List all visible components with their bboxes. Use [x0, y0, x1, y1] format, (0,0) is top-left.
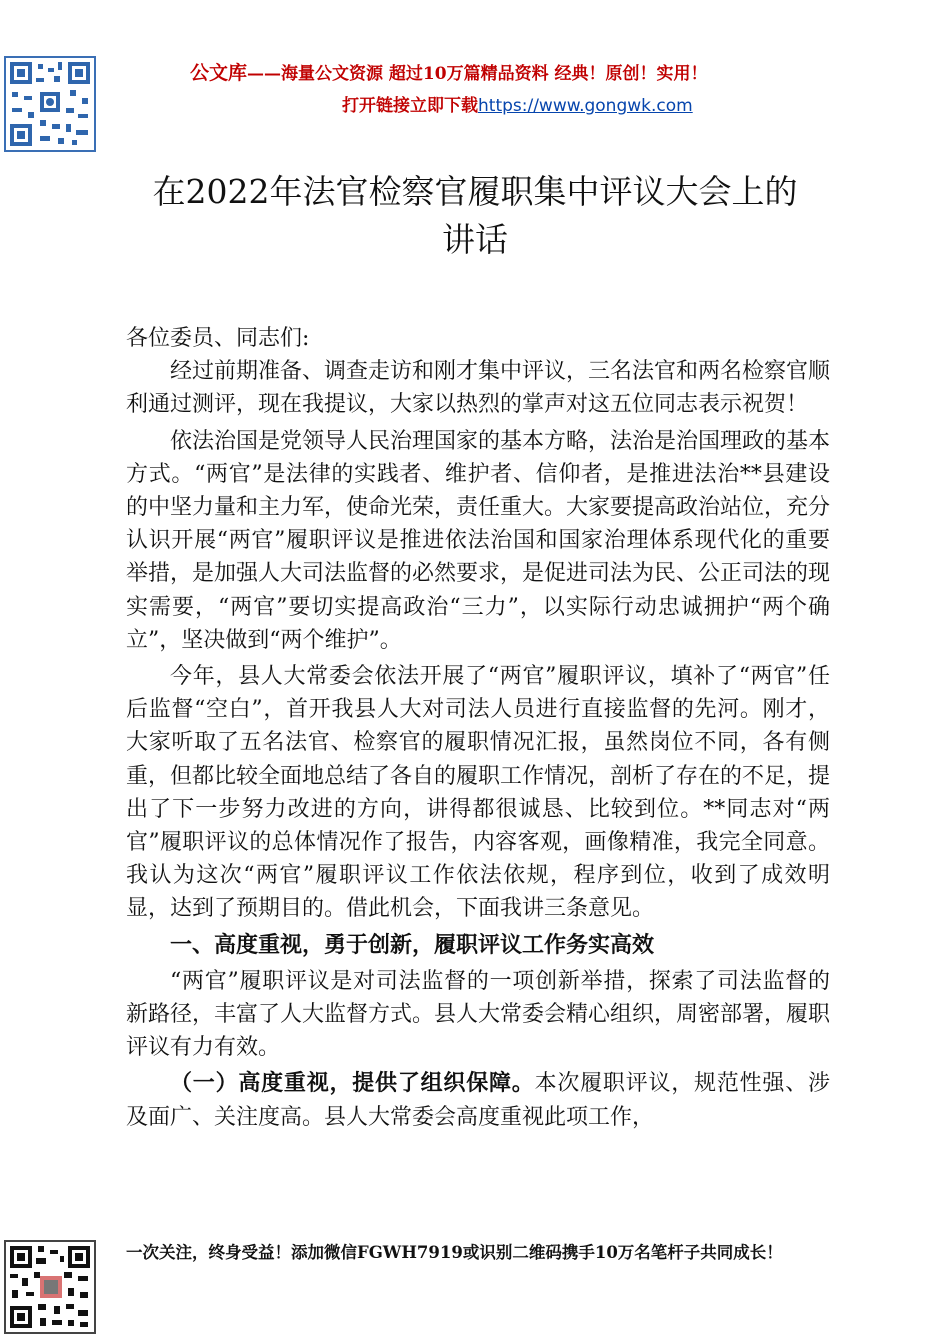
qr-code-top[interactable]	[4, 56, 96, 152]
title-line-2: 讲话	[442, 220, 508, 259]
download-link[interactable]: https://www.gongwk.com	[478, 96, 693, 116]
qr-code-icon	[6, 58, 94, 150]
document-title	[110, 168, 840, 264]
salutation: 各位委员、同志们:	[126, 326, 310, 351]
paragraph-5-text: 本次履职评议，规范性强、涉及面广、关注度高。县人大常委会高度重视此项工作，	[126, 1071, 830, 1130]
section-heading-1: 一、高度重视，勇于创新，履职评议工作务实高效	[170, 931, 655, 958]
download-line	[342, 91, 910, 116]
document-body	[126, 322, 830, 1134]
paragraph-1: 经过前期准备、调查走访和刚才集中评议，三名法官和两名检察官顺利通过测评，现在我提议，大家以热烈的掌声对这五位同志表示祝贺！	[126, 359, 831, 418]
paragraph-2: 依法治国是党领导人民治理国家的基本方略，法治是治国理政的基本方式。“两官”是法律的实践者、维护者、信仰者，是推进法治**县建设的中坚力量和主力军，使命光荣，责任重大。大家要提高政治站位，充分认识开展“两官”履职评议是推进依法治国和国家治理体系现代化的重要举措，是加强人大司法监督的必然要求，是促进司法为民、公正司法的现实需要，“两官”要切实提高政治“三力”，以实际行动忠诚拥护“两个确立”，坚决做到“两个维护”。	[126, 428, 831, 653]
paragraph-4: “两官”履职评议是对司法监督的一项创新举措，探索了司法监督的新路径，丰富了人大监督方式。县人大常委会精心组织，周密部署，履职评议有力有效。	[126, 968, 831, 1061]
qr-code-icon	[6, 1242, 94, 1332]
brand-name: 公文库	[190, 62, 248, 84]
paragraph-5	[126, 1067, 830, 1133]
download-text: 打开链接立即下载	[342, 96, 478, 116]
site-banner	[190, 58, 910, 116]
paragraph-3: 今年，县人大常委会依法开展了“两官”履职评议，填补了“两官”任后监督“空白”，首开我县人大对司法人员进行直接监督的先河。刚才，大家听取了五名法官、检察官的履职情况汇报，虽然岗位不同，各有侧重，但都比较全面地总结了各自的履职工作情况，剖析了存在的不足，提出了下一步努力改进的方向，讲得都很诚恳、比较到位。**同志对“两官”履职评议的总体情况作了报告，内容客观，画像精准，我完全同意。我认为这次“两官”履职评议工作依法依规，程序到位，收到了成效明显，达到了预期目的。借此机会，下面我讲三条意见。	[126, 664, 831, 922]
banner-line	[190, 58, 910, 85]
subheading-1: （一）高度重视，提供了组织保障。	[170, 1070, 535, 1097]
banner-tagline: ——海量公文资源 超过10万篇精品资料 经典！原创！实用！	[247, 64, 708, 84]
footer-promo: 一次关注，终身受益！添加微信FGWH7919或识别二维码携手10万名笔杆子共同成长！	[126, 1243, 783, 1262]
title-line-1: 在2022年法官检察官履职集中评议大会上的	[152, 172, 798, 211]
qr-code-bottom[interactable]	[4, 1240, 96, 1334]
